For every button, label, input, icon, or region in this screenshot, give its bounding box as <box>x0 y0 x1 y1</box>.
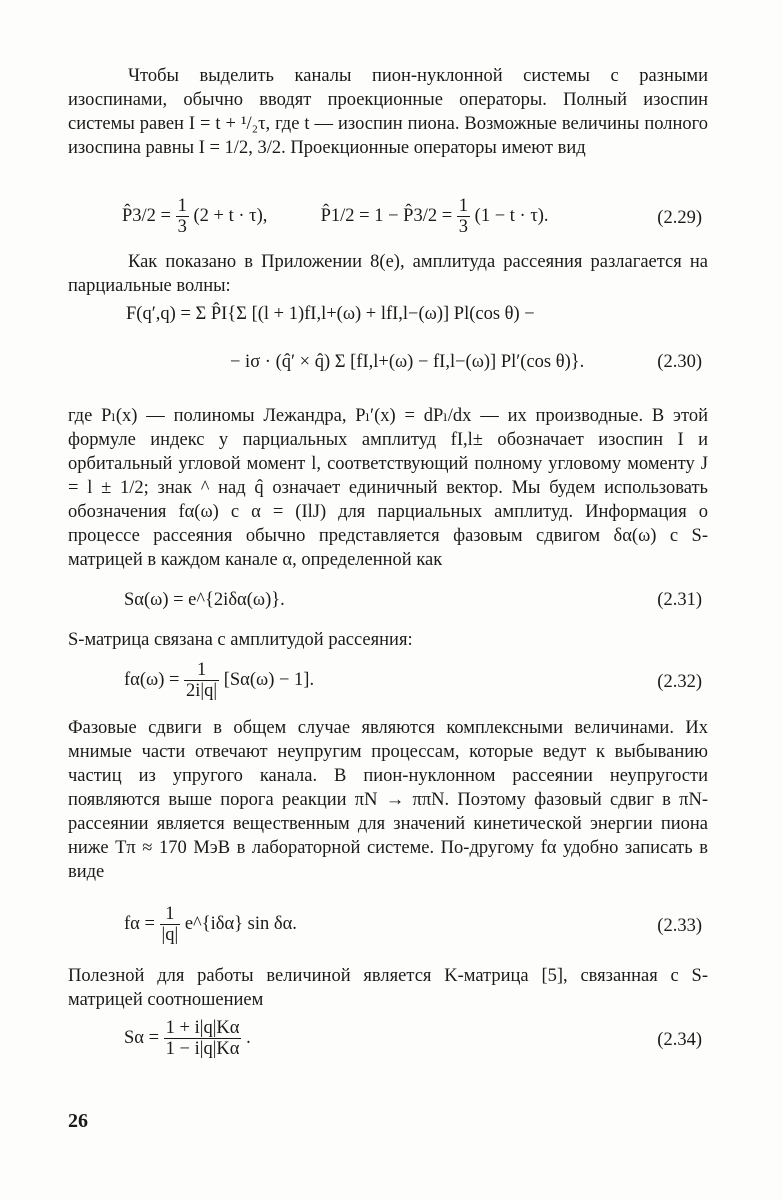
p12-rest: (1 − t · τ). <box>474 205 549 226</box>
equation-2-29 <box>68 192 708 242</box>
fraction-one-third-2: $\frac{1}{3}$ <box>458 196 469 237</box>
equation-number: (2.29) <box>657 208 702 228</box>
p12-lhs: P̂1/2 = 1 − P̂3/2 = <box>320 205 453 226</box>
eq230-line2: − iσ · (q̂′ × q̂) Σ [fI,l+(ω) − fI,l−(ω)] Pl′(cos θ)}. <box>230 352 585 372</box>
paragraph-partial-waves: Как показано в Приложении 8(е), амплитуда рассеяния разлагается на парциальные волны: <box>68 252 708 296</box>
paragraph-phase-shifts: Фазовые сдвиги в общем случае являются комплексными величинами. Их мнимые части отвечают неупругим процессам, которые ведут к выбыванию частиц из упругого канала. В пион-нуклонном рассеянии неупругости появляются выше порога реакции πN → ππN. Поэтому фазовый сдвиг в πN-рассеянии является вещественным для значений кинетической энергии пиона ниже Tπ ≈ 170 МэВ в лабораторной системе. По-другому fα удобно записать в виде <box>68 718 708 882</box>
equation-number: (2.33) <box>657 916 702 936</box>
paragraph-s-matrix: S-матрица связана с амплитудой рассеяния: <box>68 630 413 650</box>
eq231-body: Sα(ω) = e^{2iδα(ω)}. <box>124 590 285 610</box>
equation-2-32 <box>68 660 708 710</box>
equation-number: (2.34) <box>657 1030 702 1050</box>
eq232-lhs: fα(ω) = <box>124 669 180 690</box>
equation-2-31 <box>68 588 708 614</box>
equation-2-34 <box>68 1018 708 1068</box>
eq232-rest: [Sα(ω) − 1]. <box>223 669 315 690</box>
equation-2-30 <box>68 302 708 380</box>
equation-2-33 <box>68 904 708 954</box>
eq232-fraction: $\frac{1}{2i|q|}$ <box>186 660 218 701</box>
p32-lhs: P̂3/2 = <box>122 205 171 226</box>
p32-rest: (2 + t · τ), <box>193 205 268 226</box>
eq234-fraction: $\frac{1 + i|q|K\alpha}{1 - i|q|K\alpha}$ <box>165 1018 240 1059</box>
equation-number: (2.32) <box>657 672 702 692</box>
fraction-one-third: $\frac{1}{3}$ <box>177 196 187 237</box>
paragraph-k-matrix: Полезной для работы величиной является K-матрица [5], связанная с S-матрицей соотношением <box>68 966 708 1010</box>
equation-number: (2.30) <box>657 352 702 372</box>
eq230-line1: F(q′,q) = Σ P̂I{Σ [(l + 1)fI,l+(ω) + lfI,l−(ω)] Pl(cos θ) − <box>126 304 535 324</box>
paragraph-projection-operators: Чтобы выделить каналы пион-нуклонной системы с разными изоспинами, обычно вводят проекционные операторы. Полный изоспин системы равен I = t + ¹/₂τ, где t — изоспин пиона. Возможные величины полного изоспина равны I = 1/2, 3/2. Проекционные операторы имеют вид <box>68 66 708 158</box>
eq233-fraction: $\frac{1}{|q|}$ <box>161 904 179 945</box>
eq234-rest: . <box>246 1027 251 1048</box>
eq233-lhs: fα = <box>124 913 155 934</box>
equation-number: (2.31) <box>657 590 702 610</box>
eq233-rest: e^{iδα} sin δα. <box>184 913 297 934</box>
eq234-lhs: Sα = <box>124 1027 160 1048</box>
page-number: 26 <box>68 1110 88 1132</box>
paragraph-legendre: где Pₗ(x) — полиномы Лежандра, Pₗ′(x) = dPₗ/dx — их производные. В этой формуле индекс у парциальных амплитуд fI,l± обозначает изоспин I и орбитальный угловой момент l, соответствующий полному угловому моменту J = l ± 1/2; знак ^ над q̂ означает единичный вектор. Мы будем использовать обозначения fα(ω) с α = (IlJ) для парциальных амплитуд. Информация о процессе рассеяния обычно представляется фазовым сдвигом δα(ω) с S-матрицей в каждом канале α, определенной как <box>68 406 708 570</box>
